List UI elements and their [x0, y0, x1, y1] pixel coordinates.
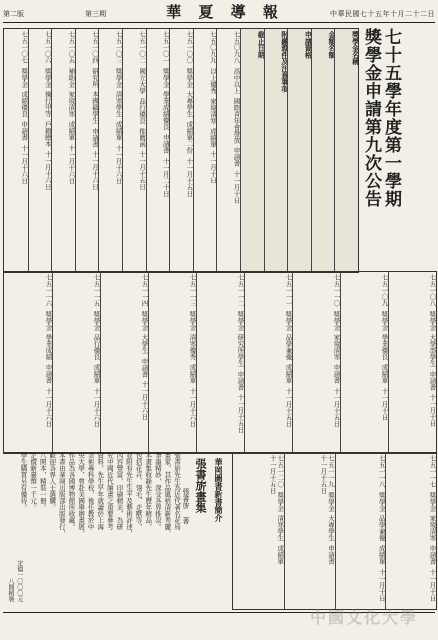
- table-cell: 清寒優秀: [188, 334, 197, 360]
- table-cell: 成績單: [208, 127, 217, 147]
- scholarship-table-low: [232, 452, 437, 610]
- table-cell: 品學兼優: [284, 334, 293, 360]
- table-cell: 七五一一六: [44, 274, 53, 307]
- masthead: 華 夏 導 報: [166, 3, 284, 21]
- table-cell: 七五一〇九: [380, 274, 389, 307]
- table-cell: 申請書: [236, 370, 245, 390]
- table-cell: 十一月十五日: [138, 151, 147, 190]
- intro-paragraph-line: 定價新臺幣一千元。: [29, 452, 38, 511]
- table-cell: 申請書: [327, 545, 335, 565]
- table-cell: 成績單: [284, 364, 293, 384]
- table-cell: 申請書: [428, 545, 437, 565]
- table-cell: 七五一〇五: [67, 31, 76, 64]
- intro-paragraph-line: 畫家，其作品風格清新秀麗，: [163, 452, 172, 537]
- intro-paragraph-line: 內容豐富，印刷精美，為研: [115, 452, 124, 530]
- table-cell: 十一月十五日: [185, 157, 194, 197]
- intro-paragraph-line: 學生購買另有優待。: [19, 452, 28, 511]
- table-cell: 獎學金: [92, 310, 101, 330]
- table-cell: 十一月十六日: [67, 144, 76, 184]
- table-cell: 獎學金: [114, 67, 123, 87]
- table-cell: 成績單: [188, 364, 197, 384]
- table-cell: 十一月十六日: [20, 144, 29, 184]
- table-cell: 七五〇九九: [208, 31, 217, 64]
- intro-columns: [3, 452, 180, 608]
- table-cell: 大專學生: [327, 515, 335, 541]
- table-row: [52, 272, 100, 453]
- table-cell: 七五一一九: [327, 455, 335, 488]
- table-cell: 申請書: [90, 127, 99, 147]
- intro-paragraph-line: 央大學，曾赴美國舉辦畫展，: [77, 452, 86, 537]
- table-cell: 申請書: [44, 364, 53, 384]
- table-cell: 七五一一〇: [332, 274, 341, 307]
- table-cell: 研究所學生: [236, 334, 245, 367]
- table-cell: 獎學金: [185, 67, 194, 87]
- table-cell: 家境清寒: [208, 97, 217, 124]
- header-rule: [3, 22, 435, 23]
- table-cell: 十一月十五日: [284, 387, 293, 427]
- table-cell: 大專學生: [185, 91, 194, 117]
- table-cell: 七五一〇三: [114, 31, 123, 64]
- table-cell: 成績單: [377, 545, 386, 565]
- book-format: 八開精裝: [7, 578, 14, 602]
- book-spec: [5, 560, 23, 604]
- intro-paragraph-line: 八開本，精裝一冊。: [38, 452, 47, 511]
- table-cell: 獎學金: [377, 491, 386, 511]
- table-cell: 本國籍學生: [90, 91, 99, 124]
- table-cell: 品行優良: [138, 97, 147, 124]
- table-cell: 獎學金: [43, 67, 52, 87]
- table-cell: 獎學金: [284, 310, 293, 330]
- table-cell: 十一月十五日: [319, 455, 328, 494]
- table-row: [216, 29, 240, 272]
- table-row: [98, 29, 122, 272]
- table-row: [148, 272, 196, 453]
- table-cell: 十一月十五日: [268, 455, 277, 494]
- table-cell: 學業優良: [380, 334, 389, 360]
- intro-paragraph-line: 美術專科學校，後任教於中: [86, 452, 95, 530]
- page-number: 第二版: [3, 10, 24, 18]
- table-cell: 操行甲等: [43, 91, 52, 117]
- book-intro-text: [3, 452, 180, 608]
- table-cell: 十一月十六日: [44, 387, 53, 427]
- intro-paragraph-line: 歡迎各界人士選購。: [48, 452, 57, 511]
- table-cell: 七五一一八: [377, 455, 386, 488]
- intro-paragraph-line: 筆墨精妙，深受各界推崇。: [153, 452, 162, 530]
- table-cell: 十一月十六日: [43, 151, 52, 190]
- table-grid: [233, 453, 436, 609]
- table-cell: 七五一一三: [188, 274, 197, 307]
- table-cell: 獎學金: [236, 310, 245, 330]
- table-cell: 十一月十日: [208, 151, 217, 184]
- book-title: 張書旂畫集: [194, 458, 207, 513]
- table-cell: 七五一〇七: [20, 31, 29, 64]
- table-row: [122, 29, 146, 272]
- table-cell: 七五一〇〇: [185, 31, 194, 64]
- table-cell: 補助金: [67, 67, 76, 87]
- intro-paragraph-line: 包括花卉、翎毛、走獸等，: [134, 452, 143, 530]
- table-cell: 獎學金: [327, 491, 335, 511]
- table-cell: 大學部學生: [428, 334, 437, 367]
- table-cell: 獎學金: [332, 310, 341, 330]
- table-cell: 成績單二份: [185, 121, 194, 154]
- table-cell: 獎學金: [188, 310, 197, 330]
- table-grid: [4, 272, 436, 453]
- publication-date: 中華民國七十五年十月二十二日: [330, 10, 435, 18]
- intro-paragraph-line: 究中國近代繪畫之重要參考: [105, 452, 114, 530]
- table-cell: 七五〇九八: [232, 31, 241, 64]
- table-cell: 十一月十六日: [188, 387, 197, 427]
- table-row: [146, 29, 170, 272]
- intro-paragraph-line: 本畫集收錄先生歷年精品，: [144, 452, 153, 530]
- table-cell: 戶籍謄本: [43, 121, 52, 147]
- table-cell: 國際青年會發放: [232, 97, 241, 143]
- table-cell: 成績單: [114, 121, 123, 141]
- table-cell: 七五一〇四: [90, 31, 99, 64]
- table-row: [284, 453, 335, 609]
- table-cell: 十一月十六日: [90, 151, 99, 190]
- table-cell: 學業成績優良: [161, 91, 170, 130]
- table-row: [4, 272, 52, 453]
- table-cell: 成績單: [67, 121, 76, 141]
- book-section-title: 華岡圖書新書簡介: [214, 458, 224, 522]
- table-row: [28, 29, 52, 272]
- table-cell: 七五一一二: [236, 274, 245, 307]
- table-header-cell: 截止日期: [240, 29, 264, 272]
- headline-line2: 獎學金申請第九次公告: [361, 28, 381, 208]
- table-cell: 成績單: [276, 545, 285, 565]
- table-row: [4, 29, 28, 272]
- table-cell: 十一月十六日: [140, 381, 149, 420]
- intro-paragraph-line: 並附有先生生平及藝術評述，: [125, 452, 134, 537]
- table-row: [51, 29, 75, 272]
- table-cell: 申請書: [140, 357, 149, 377]
- book-price: 定價一〇〇〇元: [15, 560, 23, 602]
- table-cell: 十一月十六日: [114, 144, 123, 184]
- table-grid: [4, 29, 358, 272]
- table-cell: 獎學金: [44, 310, 53, 330]
- table-cell: 清寒學生: [114, 91, 123, 117]
- table-cell: 家境清寒: [332, 334, 341, 360]
- table-cell: 獎學金: [140, 310, 149, 330]
- table-cell: 申請書: [332, 364, 341, 384]
- table-cell: 十一月十日: [428, 568, 437, 601]
- table-header-cell: 申請資格: [287, 29, 311, 272]
- table-cell: 十一月十六日: [92, 387, 101, 427]
- intro-paragraph-line: 資料。先生早年就讀於上海: [96, 452, 105, 530]
- table-cell: 十一月十日: [232, 170, 241, 203]
- table-cell: 七五一一五: [92, 274, 101, 307]
- table-cell: 家境清寒: [428, 515, 437, 541]
- book-intro-header: [180, 452, 232, 602]
- table-cell: 七五一〇一: [161, 31, 170, 64]
- table-cell: 國立大學: [138, 67, 147, 94]
- table-cell: 研究所: [90, 67, 99, 87]
- table-cell: 十一月十日: [380, 387, 389, 420]
- book-author: 張書旂 著: [182, 488, 190, 524]
- table-cell: 申請書: [232, 147, 241, 167]
- table-cell: 十一月十五日: [332, 387, 341, 427]
- table-row: [75, 29, 99, 272]
- issue-number: 第三期: [85, 10, 106, 18]
- table-cell: 七五一〇八: [428, 274, 437, 307]
- table-cell: 獎學金: [380, 310, 389, 330]
- table-cell: 大學生: [140, 334, 149, 354]
- intro-paragraph-line: 本書由華岡出版部出版發行，: [57, 452, 66, 537]
- table-cell: 獎學金: [161, 67, 170, 87]
- watermark: 中國文化大學: [310, 608, 419, 627]
- table-cell: 獎學金: [428, 491, 437, 511]
- table-cell: 成績單: [92, 364, 101, 384]
- table-cell: 推薦函: [138, 127, 147, 147]
- table-cell: 十一月十日: [377, 568, 386, 601]
- table-cell: 以上優秀: [208, 67, 217, 94]
- table-cell: 學業成績: [44, 334, 53, 360]
- scholarship-table-mid: [3, 271, 437, 454]
- table-header-cell: 附繳證件及注意事項: [264, 29, 288, 272]
- table-cell: 十一月十五日: [236, 394, 245, 433]
- table-cell: 獎學金: [20, 67, 29, 87]
- table-cell: 申請書: [428, 370, 437, 390]
- table-row: [196, 272, 244, 453]
- table-row: [244, 272, 292, 453]
- table-cell: 高中以上: [232, 67, 241, 94]
- table-cell: 七五一一一: [284, 274, 293, 307]
- table-row: [292, 272, 340, 453]
- table-cell: 成績單: [380, 364, 389, 384]
- table-row: [233, 453, 284, 609]
- table-cell: 清寒學生: [276, 515, 285, 541]
- table-cell: 成績優良: [20, 91, 29, 117]
- table-row: [335, 453, 386, 609]
- table-header-cell: 獎學金名稱: [334, 29, 358, 272]
- table-row: [385, 453, 436, 609]
- table-cell: 獎學金: [276, 491, 285, 511]
- table-cell: 七五一二〇: [276, 455, 285, 488]
- headline-line1: 七十五學年度第一學期: [381, 28, 401, 208]
- intro-paragraph-line: 張書旂先生為近代著名花鳥: [173, 452, 181, 530]
- table-cell: 十一月十日: [428, 394, 437, 427]
- table-row: [193, 29, 217, 272]
- table-header-cell: 金額名額: [311, 29, 335, 272]
- table-cell: 申請書: [20, 121, 29, 141]
- table-cell: 七五一〇六: [43, 31, 52, 64]
- table-cell: 品學兼優: [377, 515, 386, 541]
- table-row: [340, 272, 388, 453]
- table-row: [100, 272, 148, 453]
- scholarship-table-top: [3, 28, 359, 273]
- table-cell: 獎學金: [428, 310, 437, 330]
- table-cell: 品行優良: [92, 334, 101, 360]
- table-cell: 十一月二十日: [161, 157, 170, 197]
- table-cell: 七五一一四: [140, 274, 149, 307]
- table-row: [388, 272, 436, 453]
- table-cell: 申請書: [161, 134, 170, 154]
- table-row: [169, 29, 193, 272]
- intro-paragraph-line: 作品為各國博物館所收藏。: [67, 452, 76, 530]
- table-cell: 七五一〇二: [138, 31, 147, 64]
- table-cell: 七五一一七: [428, 455, 437, 488]
- table-cell: 家境清寒: [67, 91, 76, 117]
